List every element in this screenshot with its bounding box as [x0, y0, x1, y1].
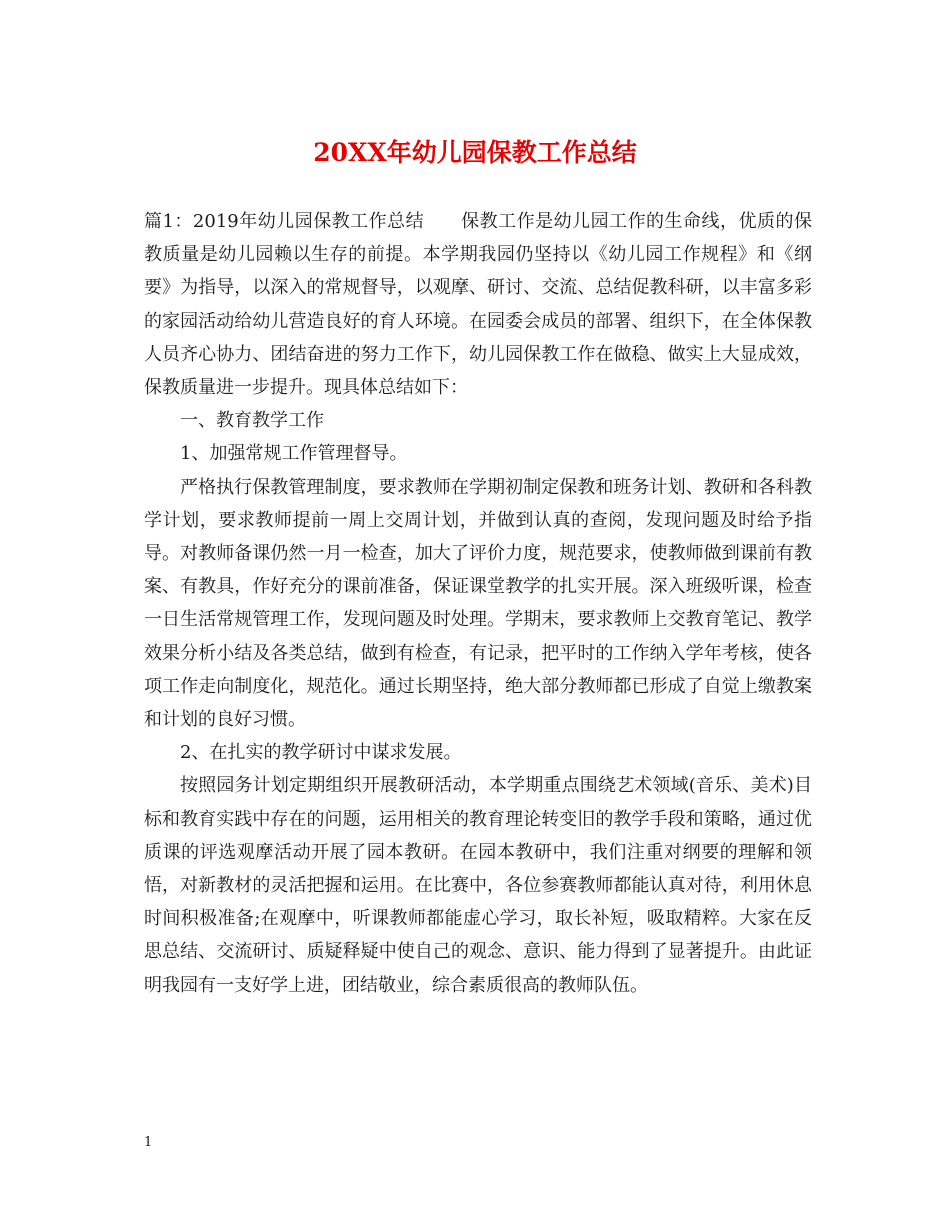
paragraph: 一、教育教学工作 [180, 410, 324, 432]
document-body [144, 205, 812, 1002]
paragraph: 篇1：2019年幼儿园保教工作总结 保教工作是幼儿园工作的生命线，优质的保教质量是幼儿园赖以生存的前提。本学期我园仍坚持以《幼儿园工作规程》和《纲要》为指导，以深入的常规督导，以观摩、研讨、交流、总结促教科研，以丰富多彩的家园活动给幼儿营造良好的育人环境。在园委会成员的部署、组织下，在全体保教人员齐心协力、团结奋进的努力工作下，幼儿园保教工作在做稳、做实上大显成效，保教质量进一步提升。现具体总结如下： [144, 211, 812, 399]
paragraph: 严格执行保教管理制度，要求教师在学期初制定保教和班务计划、教研和各科教学计划，要求教师提前一周上交周计划，并做到认真的查阅，发现问题及时给予指导。对教师备课仍然一月一检查，加大了评价力度，规范要求，使教师做到课前有教案、有教具，作好充分的课前准备，保证课堂教学的扎实开展。深入班级听课，检查一日生活常规管理工作，发现问题及时处理。学期末，要求教师上交教育笔记、教学效果分析小结及各类总结，做到有检查，有记录，把平时的工作纳入学年考核，使各项工作走向制度化，规范化。通过长期坚持，绝大部分教师都已形成了自觉上缴教案和计划的良好习惯。 [144, 476, 812, 731]
paragraph: 2、在扎实的教学研讨中谋求发展。 [180, 742, 462, 764]
paragraph: 1、加强常规工作管理督导。 [180, 443, 408, 465]
page-number: 1 [144, 1135, 153, 1150]
document-title: 20XX年幼儿园保教工作总结 [313, 138, 637, 167]
paragraph: 按照园务计划定期组织开展教研活动，本学期重点围绕艺术领域(音乐、美术)目标和教育实践中存在的问题，运用相关的教育理论转变旧的教学手段和策略，通过优质课的评选观摩活动开展了园本教研。在园本教研中，我们注重对纲要的理解和领悟，对新教材的灵活把握和运用。在比赛中，各位参赛教师都能认真对待，利用休息时间积极准备;在观摩中，听课教师都能虚心学习，取长补短，吸取精粹。大家在反思总结、交流研讨、质疑释疑中使自己的观念、意识、能力得到了显著提升。由此证明我园有一支好学上进，团结敬业，综合素质很高的教师队伍。 [144, 775, 812, 996]
